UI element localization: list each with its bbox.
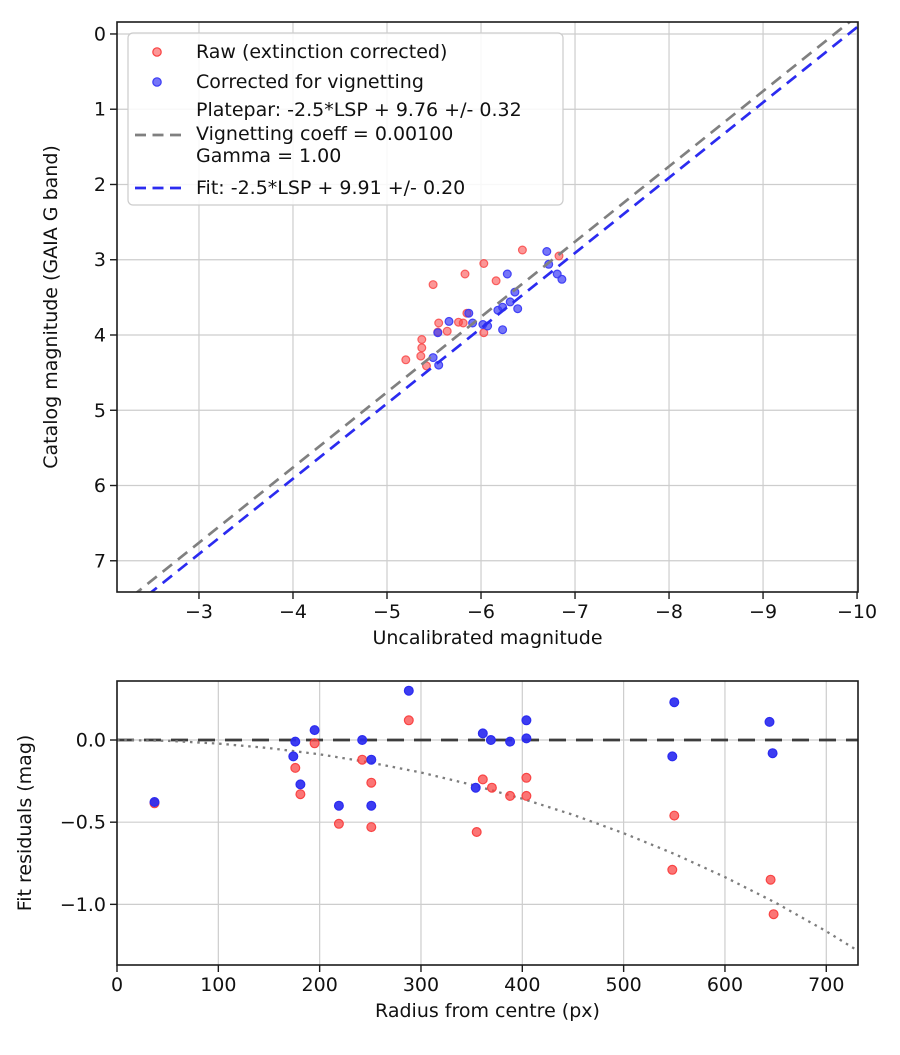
scatter-point — [335, 819, 344, 828]
x-axis-label: Radius from centre (px) — [375, 1000, 600, 1022]
scatter-point — [514, 305, 522, 313]
scatter-point — [488, 783, 497, 792]
scatter-point — [291, 737, 300, 746]
scatter-point — [668, 865, 677, 874]
scatter-point — [417, 352, 425, 360]
scatter-point — [367, 801, 376, 810]
scatter-point — [768, 749, 777, 758]
scatter-point — [471, 783, 480, 792]
legend-label: Raw (extinction corrected) — [196, 41, 448, 63]
y-tick-label: 0.0 — [75, 729, 106, 752]
y-tick-label: 1 — [93, 98, 106, 121]
scatter-point — [492, 277, 500, 285]
y-tick-label: 3 — [93, 249, 106, 272]
x-tick-label: −9 — [749, 601, 778, 623]
scatter-point — [506, 792, 515, 801]
x-tick-label: 700 — [808, 974, 845, 996]
legend-label: Corrected for vignetting — [196, 71, 424, 93]
scatter-point — [367, 755, 376, 764]
scatter-point — [296, 790, 305, 799]
scatter-point — [418, 336, 426, 344]
y-tick-label: 5 — [93, 399, 106, 422]
scatter-point — [404, 716, 413, 725]
scatter-point — [522, 792, 531, 801]
scatter-point — [459, 319, 467, 327]
y-axis-label: Catalog magnitude (GAIA G band) — [40, 145, 62, 469]
scatter-point — [519, 246, 527, 254]
y-tick-label: 0 — [93, 23, 106, 46]
scatter-point — [465, 309, 473, 317]
scatter-point — [558, 275, 566, 283]
legend-marker-dot — [153, 48, 161, 56]
scatter-point — [291, 764, 300, 773]
scatter-point — [543, 248, 551, 256]
x-tick-label: −6 — [467, 601, 496, 623]
x-tick-label: 100 — [200, 974, 237, 996]
legend-label: Vignetting coeff = 0.00100 — [196, 123, 454, 145]
legend — [128, 33, 563, 205]
x-axis-label: Uncalibrated magnitude — [372, 627, 603, 649]
scatter-point — [445, 318, 453, 326]
scatter-point — [402, 356, 410, 364]
scatter-point — [670, 698, 679, 707]
scatter-point — [480, 260, 488, 268]
x-tick-label: 200 — [301, 974, 338, 996]
x-tick-label: −7 — [561, 601, 590, 623]
scatter-point — [769, 910, 778, 919]
scatter-point — [150, 798, 159, 807]
x-tick-label: 400 — [504, 974, 541, 996]
scatter-point — [522, 716, 531, 725]
scatter-point — [668, 752, 677, 761]
scatter-point — [367, 823, 376, 832]
legend-label: Platepar: -2.5*LSP + 9.76 +/- 0.32 — [196, 99, 522, 121]
scatter-point — [367, 778, 376, 787]
scatter-point — [522, 734, 531, 743]
scatter-point — [335, 801, 344, 810]
scatter-point — [503, 270, 511, 278]
scatter-point — [435, 319, 443, 327]
scatter-point — [289, 752, 298, 761]
x-tick-label: −8 — [655, 601, 684, 623]
scatter-point — [461, 270, 469, 278]
scatter-point — [472, 828, 481, 837]
x-tick-label: 0 — [110, 974, 124, 996]
y-tick-label: −0.5 — [59, 811, 106, 834]
y-tick-label: 6 — [93, 475, 106, 498]
legend-marker-dot — [153, 78, 161, 86]
scatter-point — [443, 327, 451, 335]
scatter-point — [506, 737, 515, 746]
y-tick-label: −1.0 — [59, 893, 106, 916]
legend-label: Gamma = 1.00 — [196, 145, 342, 167]
legend-label: Fit: -2.5*LSP + 9.91 +/- 0.20 — [196, 177, 466, 199]
scatter-point — [499, 326, 507, 334]
scatter-point — [404, 686, 413, 695]
y-tick-label: 2 — [93, 173, 106, 196]
scatter-point — [429, 281, 437, 289]
x-tick-label: −10 — [837, 601, 878, 623]
scatter-point — [358, 736, 367, 745]
scatter-point — [522, 773, 531, 782]
scatter-point — [358, 755, 367, 764]
scatter-point — [487, 736, 496, 745]
scatter-point — [766, 875, 775, 884]
y-tick-label: 7 — [93, 550, 106, 573]
scatter-point — [478, 775, 487, 784]
scatter-point — [478, 729, 487, 738]
scatter-point — [434, 329, 442, 337]
y-tick-label: 4 — [93, 324, 106, 347]
scatter-point — [296, 780, 305, 789]
scatter-point — [310, 739, 319, 748]
y-axis-label: Fit residuals (mag) — [14, 734, 36, 912]
x-tick-label: −5 — [372, 601, 402, 623]
scatter-point — [670, 811, 679, 820]
scatter-point — [765, 718, 774, 727]
x-tick-label: 500 — [605, 974, 642, 996]
x-tick-label: −3 — [184, 601, 213, 623]
scatter-point — [310, 726, 319, 735]
x-tick-label: 300 — [402, 974, 440, 996]
scatter-point — [418, 344, 426, 352]
x-tick-label: 600 — [706, 974, 744, 996]
x-tick-label: −4 — [278, 601, 307, 623]
